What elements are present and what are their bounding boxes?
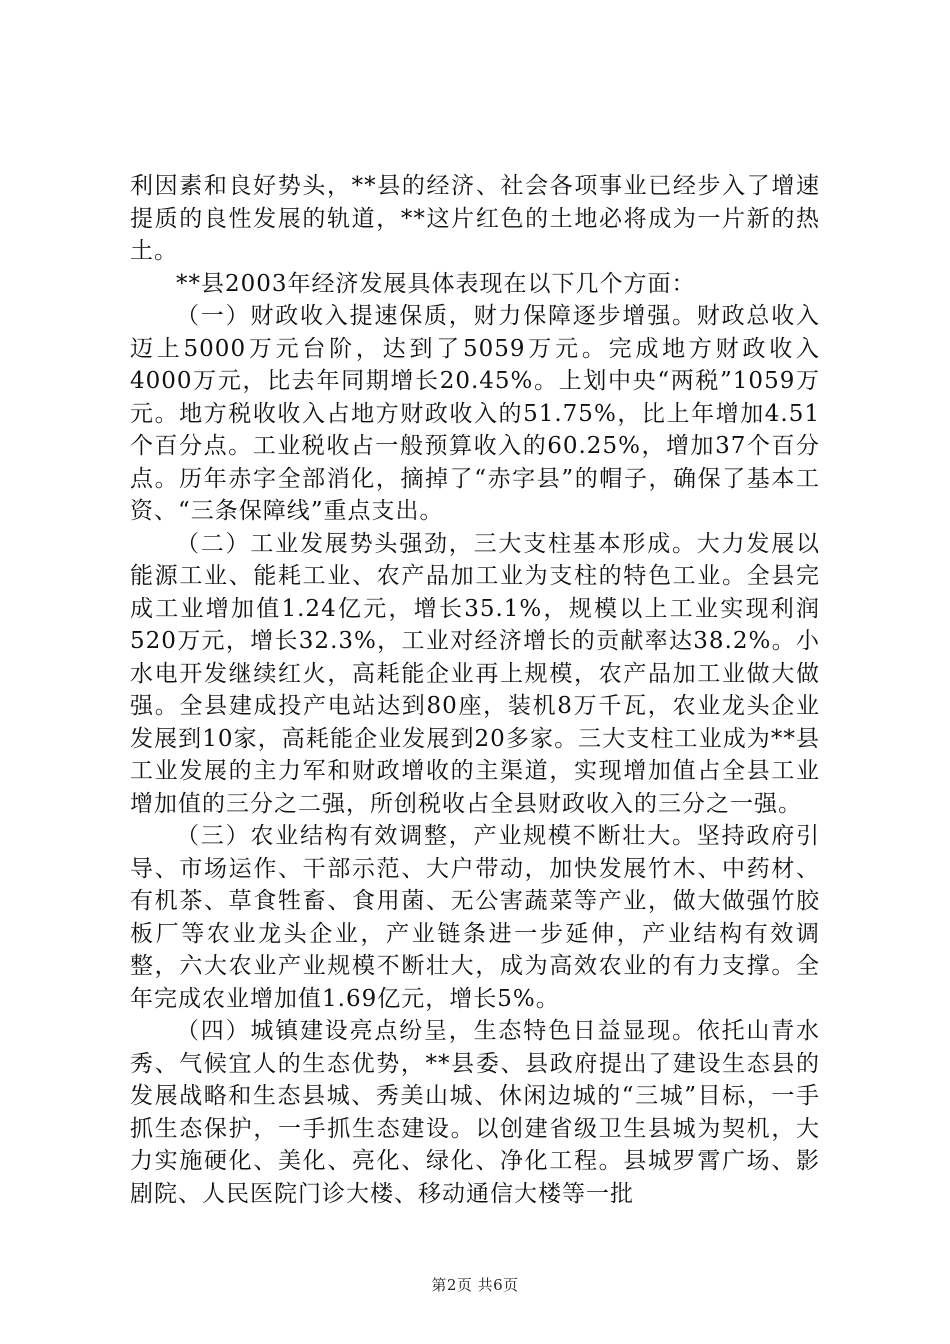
body-text <box>130 170 820 1210</box>
paragraph-finance: （一）财政收入提速保质，财力保障逐步增强。财政总收入迈上5000万元台阶，达到了5059万元。完成地方财政收入4000万元，比去年同期增长20.45%。上划中央“两税”1059万元。地方税收收入占地方财政收入的51.75%，比上年增加4.51个百分点。工业税收占一般预算收入的60.25%，增加37个百分点。历年赤字全部消化，摘掉了“赤字县”的帽子，确保了基本工资、“三条保障线”重点支出。 <box>130 303 820 524</box>
paragraph-urban: （四）城镇建设亮点纷呈，生态特色日益显现。依托山青水秀、气候宜人的生态优势，**县委、县政府提出了建设生态县的发展战略和生态县城、秀美山城、休闲边城的“三城”目标，一手抓生态保护，一手抓生态建设。以创建省级卫生县城为契机，大力实施硬化、美化、亮化、绿化、净化工程。县城罗霄广场、影剧院、人民医院门诊大楼、移动通信大楼等一批 <box>130 1018 820 1207</box>
paragraph-industry: （二）工业发展势头强劲，三大支柱基本形成。大力发展以能源工业、能耗工业、农产品加工业为支柱的特色工业。全县完成工业增加值1.24亿元，增长35.1%，规模以上工业实现利润520万元，增长32.3%，工业对经济增长的贡献率达38.2%。小水电开发继续红火，高耗能企业再上规模，农产品加工业做大做强。全县建成投产电站达到80座，装机8万千瓦，农业龙头企业发展到10家，高耗能企业发展到20多家。三大支柱工业成为**县工业发展的主力军和财政增收的主渠道，实现增加值占全县工业增加值的三分之二强，所创税收占全县财政收入的三分之一强。 <box>130 530 820 817</box>
paragraph-intro: **县2003年经济发展具体表现在以下几个方面： <box>176 270 696 297</box>
paragraph-continuation: 利因素和良好势头，**县的经济、社会各项事业已经步入了增速提质的良性发展的轨道，**这片红色的土地必将成为一片新的热土。 <box>130 173 820 264</box>
page-number-footer: 第2页 共6页 <box>431 1276 519 1294</box>
paragraph-agriculture: （三）农业结构有效调整，产业规模不断壮大。坚持政府引导、市场运作、干部示范、大户带动，加快发展竹木、中药材、有机茶、草食牲畜、食用菌、无公害蔬菜等产业，做大做强竹胶板厂等农业龙头企业，产业链条进一步延伸，产业结构有效调整，六大农业产业规模不断壮大，成为高效农业的有力支撑。全年完成农业增加值1.69亿元，增长5%。 <box>130 823 820 1012</box>
